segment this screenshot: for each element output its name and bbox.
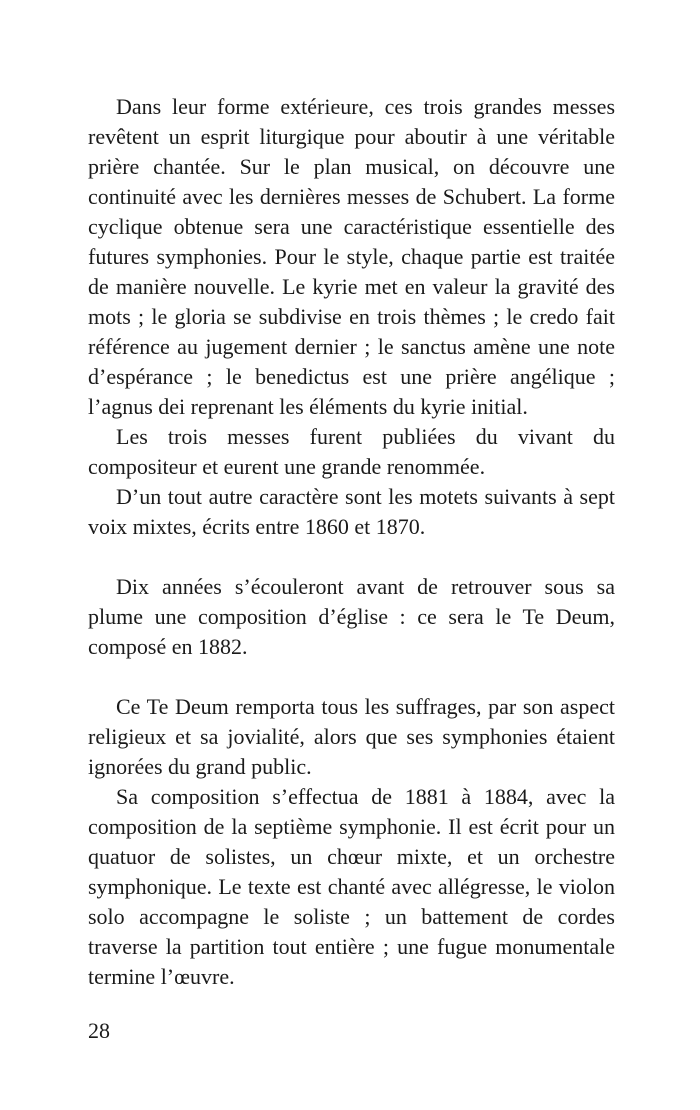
body-text [88, 92, 615, 992]
paragraph-te-deum-reception: Ce Te Deum remporta tous les suffrages, par son aspect religieux et sa jovialité, alors que ses symphonies étaient ignorées du grand public. [88, 694, 615, 779]
paragraph-masses-description: Dans leur forme extérieure, ces trois grandes messes revêtent un esprit liturgique pour aboutir à une véritable prière chantée. Sur le plan musical, on découvre une continuité avec les dernières messes de Schubert. La forme cyclique obtenue sera une caractéristique essentielle des futures symphonies. Pour le style, chaque partie est traitée de manière nouvelle. Le kyrie met en valeur la gravité des mots ; le gloria se subdivise en trois thèmes ; le credo fait référence au jugement dernier ; le sanctus amène une note d’espérance ; le benedictus est une prière angélique ; l’agnus dei reprenant les éléments du kyrie initial. [88, 94, 615, 419]
paragraph-masses-publication: Les trois messes furent publiées du vivant du compositeur et eurent une grande renommée. [88, 424, 615, 479]
paragraph-motets: D’un tout autre caractère sont les motets suivants à sept voix mixtes, écrits entre 1860 et 1870. [88, 484, 615, 539]
paragraph-te-deum-composition: Sa composition s’effectua de 1881 à 1884, avec la composition de la septième symphonie. Il est écrit pour un quatuor de solistes, un chœur mixte, et un orchestre symphonique. Le texte est chanté avec allégresse, le violon solo accompagne le soliste ; un battement de cordes traverse la partition tout entière ; une fugue monumentale termine l’œuvre. [88, 784, 615, 989]
page-number: 28 [88, 1018, 110, 1043]
paragraph-te-deum-intro: Dix années s’écouleront avant de retrouver sous sa plume une composition d’église : ce sera le Te Deum, composé en 1882. [88, 574, 615, 659]
